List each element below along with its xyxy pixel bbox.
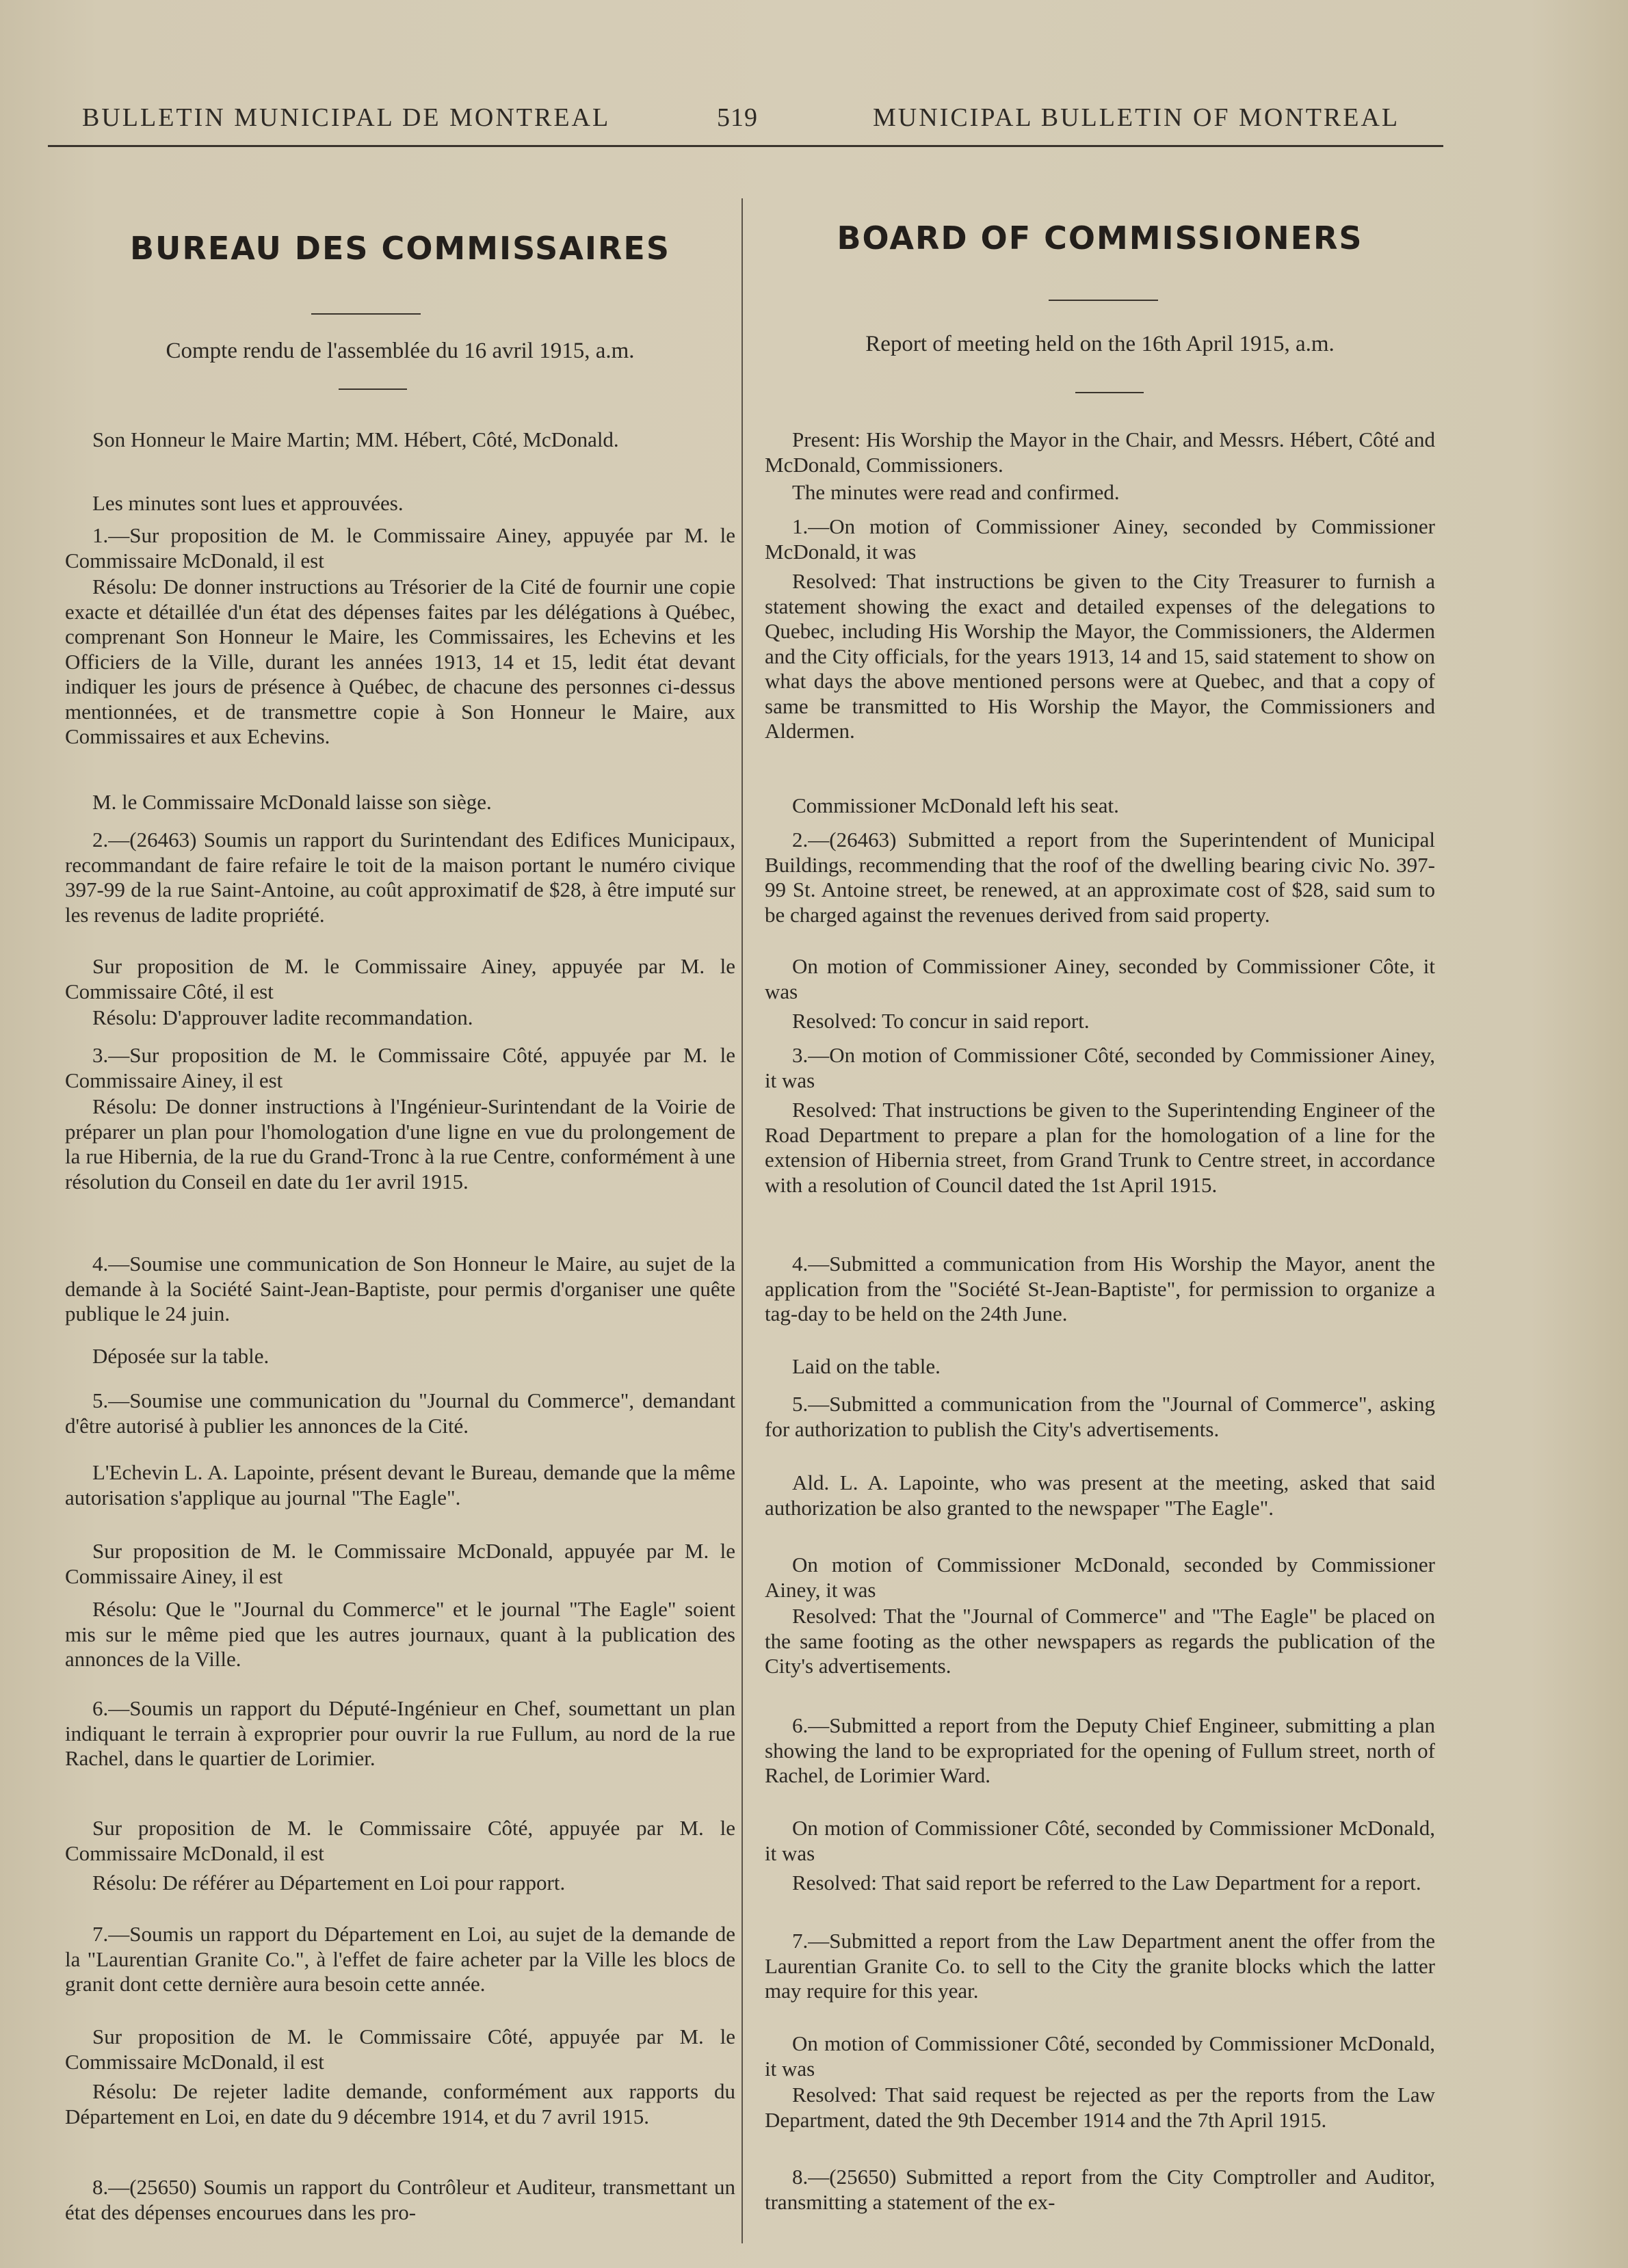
en-paragraph: 2.—(26463) Submitted a report from the Superintendent of Municipal Buildings, recommending that the roof of the dwelling bearing civic No. 397-99 St. Antoine street, be renewed, at an approximate cost of $28, said sum to be charged against the revenues derived from said property. [765,828,1435,927]
column-divider [741,198,743,2243]
fr-paragraph: Sur proposition de M. le Commissaire Côté, appuyée par M. le Commissaire McDonald, il est [65,2025,735,2074]
header-right-title: MUNICIPAL BULLETIN OF MONTREAL [873,103,1400,132]
en-paragraph: On motion of Commissioner McDonald, seconded by Commissioner Ainey, it was [765,1553,1435,1602]
french-title-rule [311,313,421,315]
english-title-rule [1049,300,1158,301]
french-subtitle: Compte rendu de l'assemblée du 16 avril 1915, a.m. [166,339,635,363]
fr-paragraph: Résolu: De donner instructions au Trésorier de la Cité de fournir une copie exacte et détaillée d'un état des dépenses faites par les délégations à Québec, comprenant Son Honneur le Maire, les Commissaires, les Echevins et les Officiers de la Ville, durant les années 1913, 14 et 15, ledit état devant indiquer les jours de présence à Québec, de chacune des personnes ci-dessus mentionnées, et de transmettre copie à Son Honneur le Maire, aux Commissaires et aux Echevins. [65,575,735,748]
header-left-title: BULLETIN MUNICIPAL DE MONTREAL [82,103,611,132]
en-paragraph: 3.—On motion of Commissioner Côté, seconded by Commissioner Ainey, it was [765,1043,1435,1092]
fr-paragraph: 1.—Sur proposition de M. le Commissaire Ainey, appuyée par M. le Commissaire McDonald, il est [65,523,735,572]
en-paragraph: The minutes were read and confirmed. [792,480,1120,504]
fr-paragraph: 7.—Soumis un rapport du Département en Loi, au sujet de la demande de la "Laurentian Granite Co.", à l'effet de faire acheter par la Ville les blocs de granit dont cette dernière aura besoin cette année. [65,1922,735,1996]
french-subtitle-rule [339,388,407,390]
fr-paragraph: Son Honneur le Maire Martin; MM. Hébert, Côté, McDonald. [92,427,619,451]
fr-paragraph: 4.—Soumise une communication de Son Honneur le Maire, au sujet de la demande à la Société Saint-Jean-Baptiste, pour permis d'organiser une quête publique le 24 juin. [65,1252,735,1326]
english-subtitle: Report of meeting held on the 16th April 1915, a.m. [865,332,1335,356]
en-paragraph: Resolved: That instructions be given to the Superintending Engineer of the Road Department to prepare a plan for the homologation of a line for the extension of Hibernia street, from Grand Trunk to Centre street, in accordance with a resolution of Council dated the 1st April 1915. [765,1098,1435,1197]
fr-paragraph: Résolu: De référer au Département en Loi pour rapport. [92,1871,566,1895]
en-paragraph: Resolved: To concur in said report. [792,1009,1090,1033]
en-paragraph: Commissioner McDonald left his seat. [792,793,1119,817]
en-paragraph: 7.—Submitted a report from the Law Department anent the offer from the Laurentian Granite Co. to sell to the City the granite blocks which the latter may require for this year. [765,1929,1435,2003]
fr-paragraph: Résolu: De donner instructions à l'Ingénieur-Surintendant de la Voirie de préparer un plan pour l'homologation d'une ligne en vue du prolongement de la rue Hibernia, de la rue du Grand-Tronc à la rue Centre, conformément à une résolution du Conseil en date du 1er avril 1915. [65,1094,735,1194]
en-paragraph: On motion of Commissioner Côté, seconded by Commissioner McDonald, it was [765,1816,1435,1865]
fr-paragraph: 3.—Sur proposition de M. le Commissaire Côté, appuyée par M. le Commissaire Ainey, il est [65,1043,735,1092]
fr-paragraph: Sur proposition de M. le Commissaire McDonald, appuyée par M. le Commissaire Ainey, il est [65,1539,735,1588]
en-paragraph: Laid on the table. [792,1354,941,1378]
en-paragraph: On motion of Commissioner Ainey, seconded by Commissioner Côte, it was [765,954,1435,1003]
fr-paragraph: L'Echevin L. A. Lapointe, présent devant le Bureau, demande que la même autorisation s'applique au journal "The Eagle". [65,1460,735,1509]
header-rule [48,145,1443,147]
en-paragraph: 6.—Submitted a report from the Deputy Chief Engineer, submitting a plan showing the land to be expropriated for the opening of Fullum street, north of Rachel, de Lorimier Ward. [765,1713,1435,1787]
english-title: BOARD OF COMMISSIONERS [837,220,1363,256]
en-paragraph: 5.—Submitted a communication from the "Journal of Commerce", asking for authorization to publish the City's advertisements. [765,1392,1435,1441]
fr-paragraph: Sur proposition de M. le Commissaire Ainey, appuyée par M. le Commissaire Côté, il est [65,954,735,1003]
en-paragraph: 1.—On motion of Commissioner Ainey, seconded by Commissioner McDonald, it was [765,514,1435,564]
fr-paragraph: Résolu: D'approuver ladite recommandation. [92,1005,473,1029]
fr-paragraph: Déposée sur la table. [92,1344,270,1368]
fr-paragraph: Les minutes sont lues et approuvées. [92,491,404,515]
french-title: BUREAU DES COMMISSAIRES [130,230,670,267]
en-paragraph: Resolved: That instructions be given to the City Treasurer to furnish a statement showing the exact and detailed expenses of the delegations to Quebec, including His Worship the Mayor, the Commissioners, the Aldermen and the City officials, for the years 1913, 14 and 15, said statement to show on what days the above mentioned persons were at Quebec, and that a copy of same be transmitted to His Worship the Mayor, the Commissioners and Aldermen. [765,569,1435,743]
en-paragraph: Present: His Worship the Mayor in the Chair, and Messrs. Hébert, Côté and McDonald, Commissioners. [765,427,1435,477]
en-paragraph: 8.—(25650) Submitted a report from the City Comptroller and Auditor, transmitting a statement of the ex- [765,2165,1435,2214]
fr-paragraph: 5.—Soumise une communication du "Journal du Commerce", demandant d'être autorisé à publier les annonces de la Cité. [65,1388,735,1438]
en-paragraph: Resolved: That the "Journal of Commerce" and "The Eagle" be placed on the same footing as the other newspapers as regards the publication of the City's advertisements. [765,1604,1435,1678]
fr-paragraph: 2.—(26463) Soumis un rapport du Surintendant des Edifices Municipaux, recommandant de faire refaire le toit de la maison portant le numéro civique 397-99 de la rue Saint-Antoine, au coût approximatif de $28, à être imputé sur les revenus de ladite propriété. [65,828,735,927]
en-paragraph: Resolved: That said report be referred to the Law Department for a report. [792,1871,1421,1895]
en-paragraph: Ald. L. A. Lapointe, who was present at the meeting, asked that said authorization be also granted to the newspaper "The Eagle". [765,1471,1435,1520]
fr-paragraph: 8.—(25650) Soumis un rapport du Contrôleur et Auditeur, transmettant un état des dépenses encourues dans les pro- [65,2175,735,2224]
en-paragraph: On motion of Commissioner Côté, seconded by Commissioner McDonald, it was [765,2031,1435,2081]
fr-paragraph: Résolu: Que le "Journal du Commerce" et le journal "The Eagle" soient mis sur le même pied que les autres journaux, quant à la publication des annonces de la Ville. [65,1597,735,1671]
english-subtitle-rule [1075,392,1144,393]
en-paragraph: 4.—Submitted a communication from His Worship the Mayor, anent the application from the "Société St-Jean-Baptiste", for permission to organize a tag-day to be held on the 24th June. [765,1252,1435,1326]
fr-paragraph: Résolu: De rejeter ladite demande, conformément aux rapports du Département en Loi, en date du 9 décembre 1914, et du 7 avril 1915. [65,2079,735,2128]
fr-paragraph: 6.—Soumis un rapport du Député-Ingénieur en Chef, soumettant un plan indiquant le terrain à exproprier pour ouvrir la rue Fullum, au nord de la rue Rachel, dans le quartier de Lorimier. [65,1696,735,1770]
page-number: 519 [717,103,758,132]
en-paragraph: Resolved: That said request be rejected as per the reports from the Law Department, dated the 9th December 1914 and the 7th April 1915. [765,2083,1435,2132]
fr-paragraph: M. le Commissaire McDonald laisse son siège. [92,790,492,814]
fr-paragraph: Sur proposition de M. le Commissaire Côté, appuyée par M. le Commissaire McDonald, il est [65,1816,735,1865]
